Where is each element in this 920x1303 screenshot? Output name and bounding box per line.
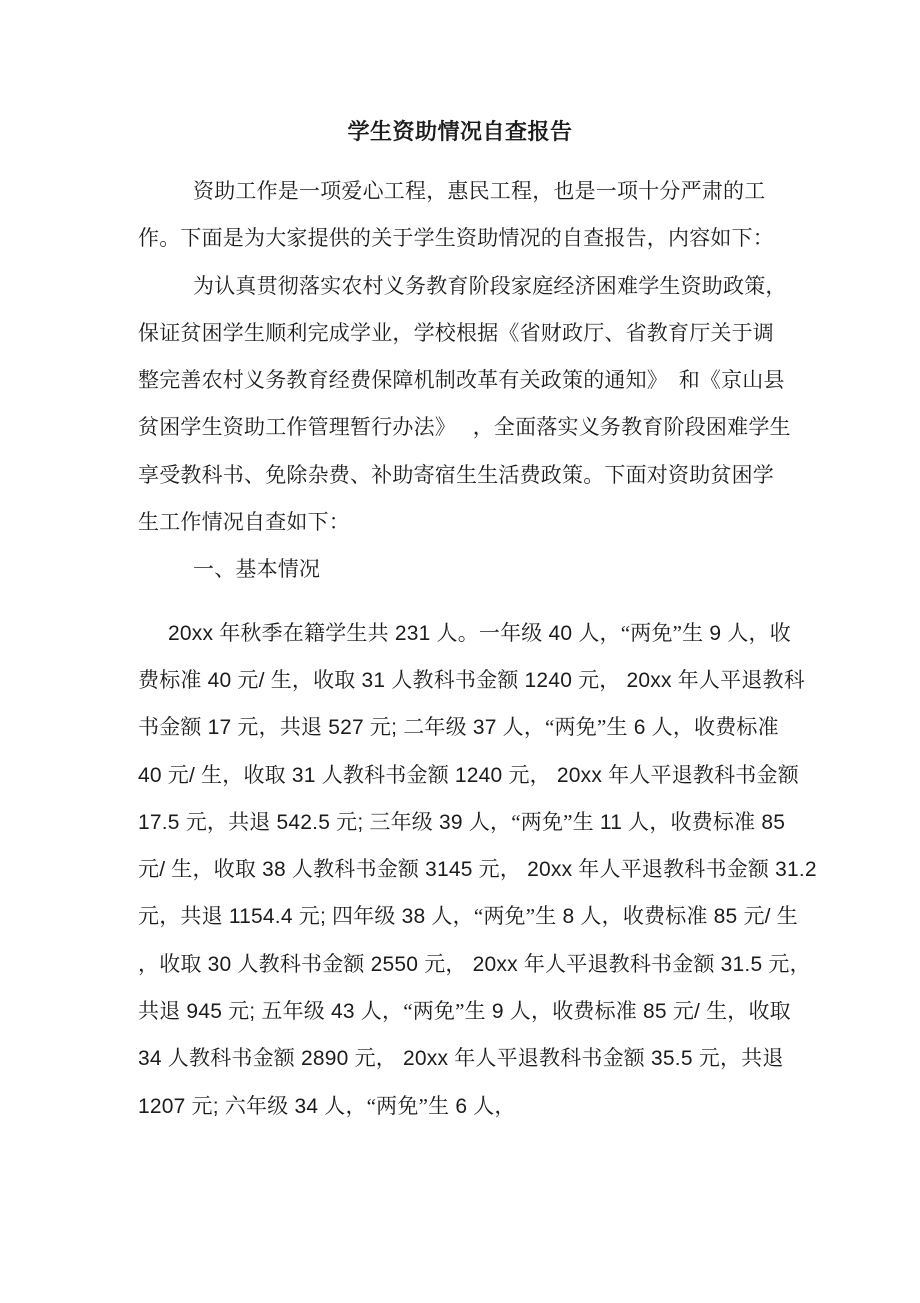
stats-paragraph-line: 共退 945 元; 五年级 43 人，“两免”生 9 人，收费标准 85 元/ 生，收取 — [138, 1000, 791, 1024]
policy-paragraph-line: 保证贫困学生顺利完成学业，学校根据《省财政厅、省教育厅关于调 — [138, 321, 774, 345]
intro-paragraph-line: 作。下面是为大家提供的关于学生资助情况的自查报告，内容如下： — [138, 227, 774, 251]
section-heading-basic-situation: 一、基本情况 — [193, 558, 321, 582]
intro-paragraph-line: 资助工作是一项爱心工程，惠民工程，也是一项十分严肃的工 — [193, 180, 766, 203]
stats-paragraph-line: 17.5 元，共退 542.5 元; 三年级 39 人，“两免”生 11 人，收费标准 85 — [138, 810, 786, 834]
policy-paragraph-line: 生工作情况自查如下： — [138, 511, 350, 535]
policy-paragraph-line: 整完善农村义务教育经费保障机制改革有关政策的通知》 和《京山县 — [138, 369, 785, 393]
stats-paragraph-line: ，收取 30 人教科书金额 2550 元， 20xx 年人平退教科书金额 31.5 元， — [138, 952, 811, 976]
stats-paragraph-line: 元/ 生，收取 38 人教科书金额 3145 元， 20xx 年人平退教科书金额 31.2 — [138, 858, 817, 882]
stats-paragraph-line: 1207 元; 六年级 34 人，“两免”生 6 人， — [138, 1094, 516, 1118]
stats-paragraph-line: 书金额 17 元，共退 527 元; 二年级 37 人，“两免”生 6 人，收费标准 — [138, 716, 779, 740]
stats-paragraph-line: 40 元/ 生，收取 31 人教科书金额 1240 元， 20xx 年人平退教科书金额 — [138, 763, 799, 787]
stats-paragraph-line: 20xx 年秋季在籍学生共 231 人。一年级 40 人，“两免”生 9 人，收 — [168, 621, 791, 645]
stats-paragraph-line: 费标准 40 元/ 生，收取 31 人教科书金额 1240 元， 20xx 年人平退教科 — [138, 668, 805, 692]
stats-paragraph-line: 34 人教科书金额 2890 元， 20xx 年人平退教科书金额 35.5 元，共退 — [138, 1047, 784, 1071]
policy-paragraph-line: 享受教科书、免除杂费、补助寄宿生生活费政策。下面对资助贫困学 — [138, 463, 774, 487]
policy-paragraph-line: 为认真贯彻落实农村义务教育阶段家庭经济困难学生资助政策， — [193, 274, 787, 298]
policy-paragraph-line: 贫困学生资助工作管理暂行办法》 ，全面落实义务教育阶段困难学生 — [138, 416, 791, 440]
document-title: 学生资助情况自查报告 — [347, 119, 573, 144]
stats-paragraph-line: 元，共退 1154.4 元; 四年级 38 人，“两免”生 8 人，收费标准 85 元/ 生 — [138, 905, 798, 929]
document-body — [138, 168, 817, 1130]
